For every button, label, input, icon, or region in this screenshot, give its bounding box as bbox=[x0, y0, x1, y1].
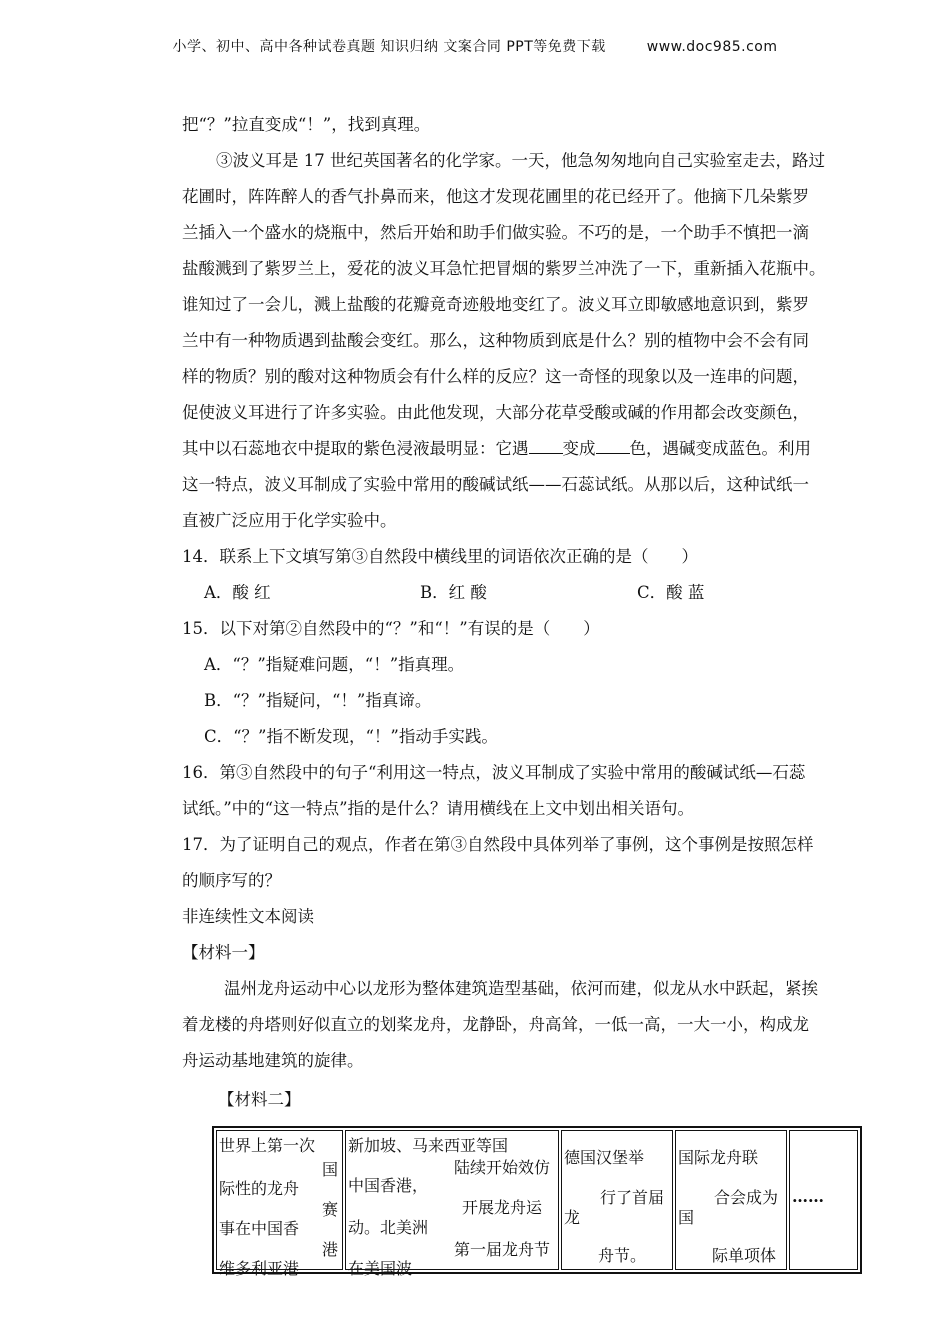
cell-1-line-5: 事在中国香 bbox=[219, 1219, 300, 1238]
material-1-line-2: 着龙楼的舟塔则好似直立的划桨龙舟，龙静卧，舟高耸，一低一高，一大一小，构成龙 bbox=[182, 1015, 809, 1034]
fill-blank-2[interactable] bbox=[596, 439, 630, 454]
table-cell-1 bbox=[216, 1130, 343, 1278]
blank-line-part-2: 变成 bbox=[562, 439, 596, 458]
question-15-option-c[interactable]: C．“？”指不断发现，“！”指动手实践。 bbox=[204, 727, 498, 746]
cell-2-line-6: 第一届龙舟节 bbox=[453, 1240, 550, 1259]
header-title: 小学、初中、高中各种试卷真题 知识归纳 文案合同 PPT等免费下载 bbox=[172, 39, 606, 55]
question-15-stem: 15．以下对第②自然段中的“？”和“！”有误的是（ ） bbox=[182, 619, 600, 638]
blank-line-part-1: 其中以石蕊地衣中提取的紫色浸液最明显：它遇 bbox=[182, 439, 529, 458]
cell-1-line-2: 国 bbox=[321, 1160, 338, 1179]
cell-3-line-1: 德国汉堡举 bbox=[564, 1148, 645, 1167]
header-site-link[interactable]: www.doc985.com bbox=[646, 39, 778, 55]
cell-4-line-1: 国际龙舟联 bbox=[678, 1148, 759, 1167]
cell-4-line-2: 合会成为 bbox=[713, 1188, 778, 1207]
table-cell-4 bbox=[675, 1130, 787, 1270]
page-header bbox=[0, 36, 950, 56]
cell-4-line-4: 际单项体 bbox=[712, 1246, 777, 1265]
paragraph-3-line-5: 谁知过了一会儿，溅上盐酸的花瓣竟奇迹般地变红了。波义耳立即敏感地意识到，紫罗 bbox=[182, 295, 809, 314]
cell-2-line-3: 中国香港， bbox=[348, 1176, 429, 1195]
material-1-label: 【材料一】 bbox=[182, 943, 265, 962]
intro-line: 把“？”拉直变成“！”，找到真理。 bbox=[182, 115, 431, 134]
cell-3-line-4: 舟节。 bbox=[598, 1246, 647, 1265]
cell-1-line-7: 维多利亚港 bbox=[219, 1259, 300, 1278]
material-2-table bbox=[212, 1126, 862, 1278]
paragraph-3-line-2: 花圃时，阵阵醉人的香气扑鼻而来，他这才发现花圃里的花已经开了。他摘下几朵紫罗 bbox=[182, 187, 809, 206]
question-14-option-c[interactable]: C．酸 蓝 bbox=[637, 583, 705, 602]
material-1-line-3: 舟运动基地建筑的旋律。 bbox=[182, 1051, 364, 1070]
material-2-label: 【材料二】 bbox=[218, 1090, 301, 1109]
question-16-line-2: 试纸。”中的“这一特点”指的是什么？请用横线在上文中划出相关语句。 bbox=[182, 799, 695, 818]
cell-4-line-3: 国 bbox=[678, 1208, 695, 1227]
paragraph-3-line-11: 直被广泛应用于化学实验中。 bbox=[182, 511, 397, 530]
question-17-line-1: 17．为了证明自己的观点，作者在第③自然段中具体列举了事例，这个事例是按照怎样 bbox=[182, 835, 814, 854]
cell-2-line-2: 陆续开始效仿 bbox=[453, 1158, 550, 1177]
question-14-option-b[interactable]: B．红 酸 bbox=[420, 583, 487, 602]
paragraph-3-line-7: 样的物质？别的酸对这种物质会有什么样的反应？这一奇怪的现象以及一连串的问题， bbox=[182, 367, 809, 386]
table-cell-3 bbox=[561, 1130, 673, 1270]
table-cell-2 bbox=[345, 1130, 559, 1278]
question-15-option-b[interactable]: B．“？”指疑问，“！”指真谛。 bbox=[204, 691, 432, 710]
cell-3-line-3: 龙 bbox=[564, 1208, 581, 1227]
cell-2-line-5: 动。北美洲 bbox=[348, 1218, 429, 1237]
question-17-line-2: 的顺序写的？ bbox=[182, 871, 281, 890]
fill-blank-1[interactable] bbox=[529, 439, 563, 454]
cell-2-line-7: 在美国波 bbox=[348, 1259, 413, 1278]
paragraph-3-line-6: 兰中有一种物质遇到盐酸会变红。那么，这种物质到底是什么？别的植物中会不会有同 bbox=[182, 331, 809, 350]
paragraph-3-line-3: 兰插入一个盛水的烧瓶中，然后开始和助手们做实验。不巧的是，一个助手不慎把一滴 bbox=[182, 223, 809, 242]
cell-1-line-6: 港 bbox=[321, 1240, 338, 1259]
cell-5-ellipsis: …… bbox=[792, 1187, 824, 1206]
cell-1-line-4: 赛 bbox=[321, 1200, 338, 1219]
section-title: 非连续性文本阅读 bbox=[182, 907, 314, 926]
question-14-option-a[interactable]: A．酸 红 bbox=[204, 583, 271, 602]
paragraph-3-line-1: ③波义耳是 17 世纪英国著名的化学家。一天，他急匆匆地向自己实验室走去，路过 bbox=[216, 151, 825, 170]
paragraph-3-line-4: 盐酸溅到了紫罗兰上，爱花的波义耳急忙把冒烟的紫罗兰冲洗了一下，重新插入花瓶中。 bbox=[182, 259, 826, 278]
cell-1-line-1: 世界上第一次 bbox=[219, 1136, 316, 1155]
question-15-option-a[interactable]: A．“？”指疑难问题，“！”指真理。 bbox=[204, 655, 465, 674]
cell-1-line-3: 际性的龙舟 bbox=[219, 1179, 300, 1198]
cell-2-line-4: 开展龙舟运 bbox=[461, 1198, 542, 1217]
question-16-line-1: 16．第③自然段中的句子“利用这一特点，波义耳制成了实验中常用的酸碱试纸—石蕊 bbox=[182, 763, 806, 782]
paragraph-3-blank-line bbox=[182, 435, 811, 459]
material-1-line-1: 温州龙舟运动中心以龙形为整体建筑造型基础，依河而建，似龙从水中跃起，紧挨 bbox=[224, 979, 818, 998]
paragraph-3-line-8: 促使波义耳进行了许多实验。由此他发现，大部分花草受酸或碱的作用都会改变颜色， bbox=[182, 403, 809, 422]
question-14-stem: 14．联系上下文填写第③自然段中横线里的词语依次正确的是（ ） bbox=[182, 547, 698, 566]
paragraph-3-line-10: 这一特点，波义耳制成了实验中常用的酸碱试纸——石蕊试纸。从那以后，这种试纸一 bbox=[182, 475, 809, 494]
blank-line-part-3: 色，遇碱变成蓝色。利用 bbox=[629, 439, 811, 458]
cell-3-line-2: 行了首届 bbox=[599, 1188, 664, 1207]
cell-2-line-1: 新加坡、马来西亚等国 bbox=[348, 1136, 509, 1155]
table-cell-5 bbox=[789, 1130, 858, 1270]
